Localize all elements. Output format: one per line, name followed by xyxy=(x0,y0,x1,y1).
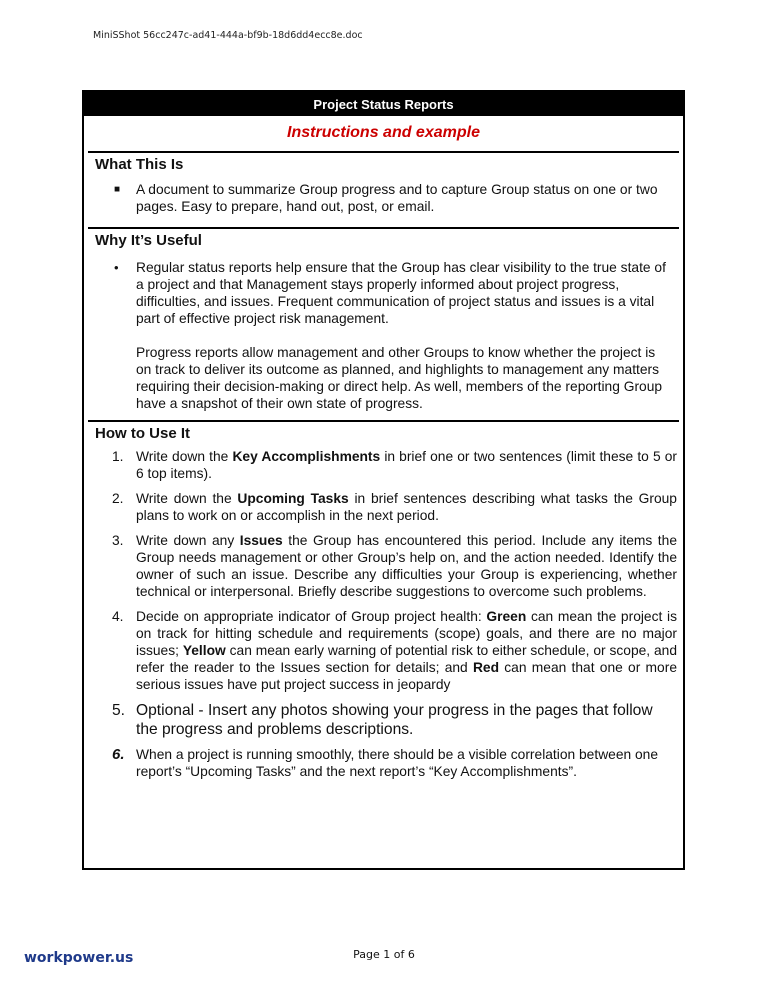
list-number: 4. xyxy=(112,609,124,624)
list-item-text: When a project is running smoothly, there should be a visible correlation between one report’s “Upcoming Tasks” and the next report’s “Key Accomplishments”. xyxy=(136,747,659,779)
section-divider xyxy=(88,412,679,422)
list-item-text: Optional - Insert any photos showing your progress in the pages that follow the progress and problems descriptions. xyxy=(136,702,653,738)
status-green-label: Green xyxy=(486,609,527,624)
list-item-text: Write down any xyxy=(136,533,240,548)
list-item xyxy=(84,701,683,739)
what-bullet-text: A document to summarize Group progress and to capture Group status on one or two pages. Easy to prepare, hand out, post, or email. xyxy=(136,182,658,214)
list-item xyxy=(84,448,683,482)
list-item-text: can mean early warning of potential risk to either schedule, or scope, and refer the reader to the Issues section for details; and xyxy=(136,643,677,675)
list-item-text: Write down the xyxy=(136,491,238,506)
why-bullet xyxy=(84,259,683,412)
list-number: 6. xyxy=(112,746,125,763)
list-item xyxy=(84,532,683,600)
section-heading-why: Why It’s Useful xyxy=(95,232,202,249)
status-red-label: Red xyxy=(472,660,500,675)
list-number: 1. xyxy=(112,449,124,464)
list-item-text: Write down the xyxy=(136,449,233,464)
page-title: Project Status Reports xyxy=(84,92,683,116)
what-bullet xyxy=(84,181,683,215)
page-subtitle: Instructions and example xyxy=(88,116,679,153)
status-yellow-label: Yellow xyxy=(182,643,226,658)
list-item-emphasis: Upcoming Tasks xyxy=(237,491,349,506)
why-paragraph-2: Progress reports allow management and other Groups to know whether the project is on track to deliver its outcome as planned, and highlights to management any matters requiring their decision-making or direct help. As well, members of the reporting Group have a snapshot of their own state of progress. xyxy=(136,345,663,411)
list-item-text: in brief one or two sentences (limit these to 5 or 6 top items). xyxy=(136,449,677,481)
list-item-emphasis: Key Accomplishments xyxy=(232,449,381,464)
list-item xyxy=(84,608,683,693)
section-heading-how: How to Use It xyxy=(95,425,191,442)
why-paragraph-1: Regular status reports help ensure that the Group has clear visibility to the true state of a project and that Management stays properly informed about project progress, difficulties, and issues. Frequent communication of project status and issues is a vital part of effective project risk management. xyxy=(136,260,666,326)
list-number: 5. xyxy=(112,702,126,719)
list-item xyxy=(84,490,683,524)
page-number: Page 1 of 6 xyxy=(353,948,415,961)
round-bullet-icon: • xyxy=(114,260,119,275)
report-frame xyxy=(82,90,685,870)
list-item-text: in brief sentences describing what tasks the Group plans to work on or accomplish in the next period. xyxy=(136,491,677,523)
list-item-text: can mean the project is on track for hitting schedule and requirements (scope) goals, and there are no major issues; xyxy=(136,609,677,658)
list-item-text: the Group has encountered this period. Include any items the Group needs management or other Group’s help on, and the action needed. Identify the owner of such an issue. Describe any difficulties your Group is experiencing, whether technical or interpersonal. Briefly describe suggestions to overcome such problems. xyxy=(136,533,677,599)
list-item-emphasis: Issues xyxy=(239,533,283,548)
logo: workpower.us xyxy=(24,950,134,966)
list-number: 3. xyxy=(112,533,124,548)
list-item xyxy=(84,746,683,780)
list-item-text: Decide on appropriate indicator of Group project health: xyxy=(136,609,482,624)
square-bullet-icon: ■ xyxy=(114,184,121,195)
list-item-text: can mean that one or more serious issues have put project success in jeopardy xyxy=(136,660,677,692)
document-filename: MiniSShot 56cc247c-ad41-444a-bf9b-18d6dd4ecc8e.doc xyxy=(93,30,363,41)
section-divider xyxy=(88,215,679,229)
section-heading-what: What This Is xyxy=(95,156,184,173)
list-number: 2. xyxy=(112,491,124,506)
